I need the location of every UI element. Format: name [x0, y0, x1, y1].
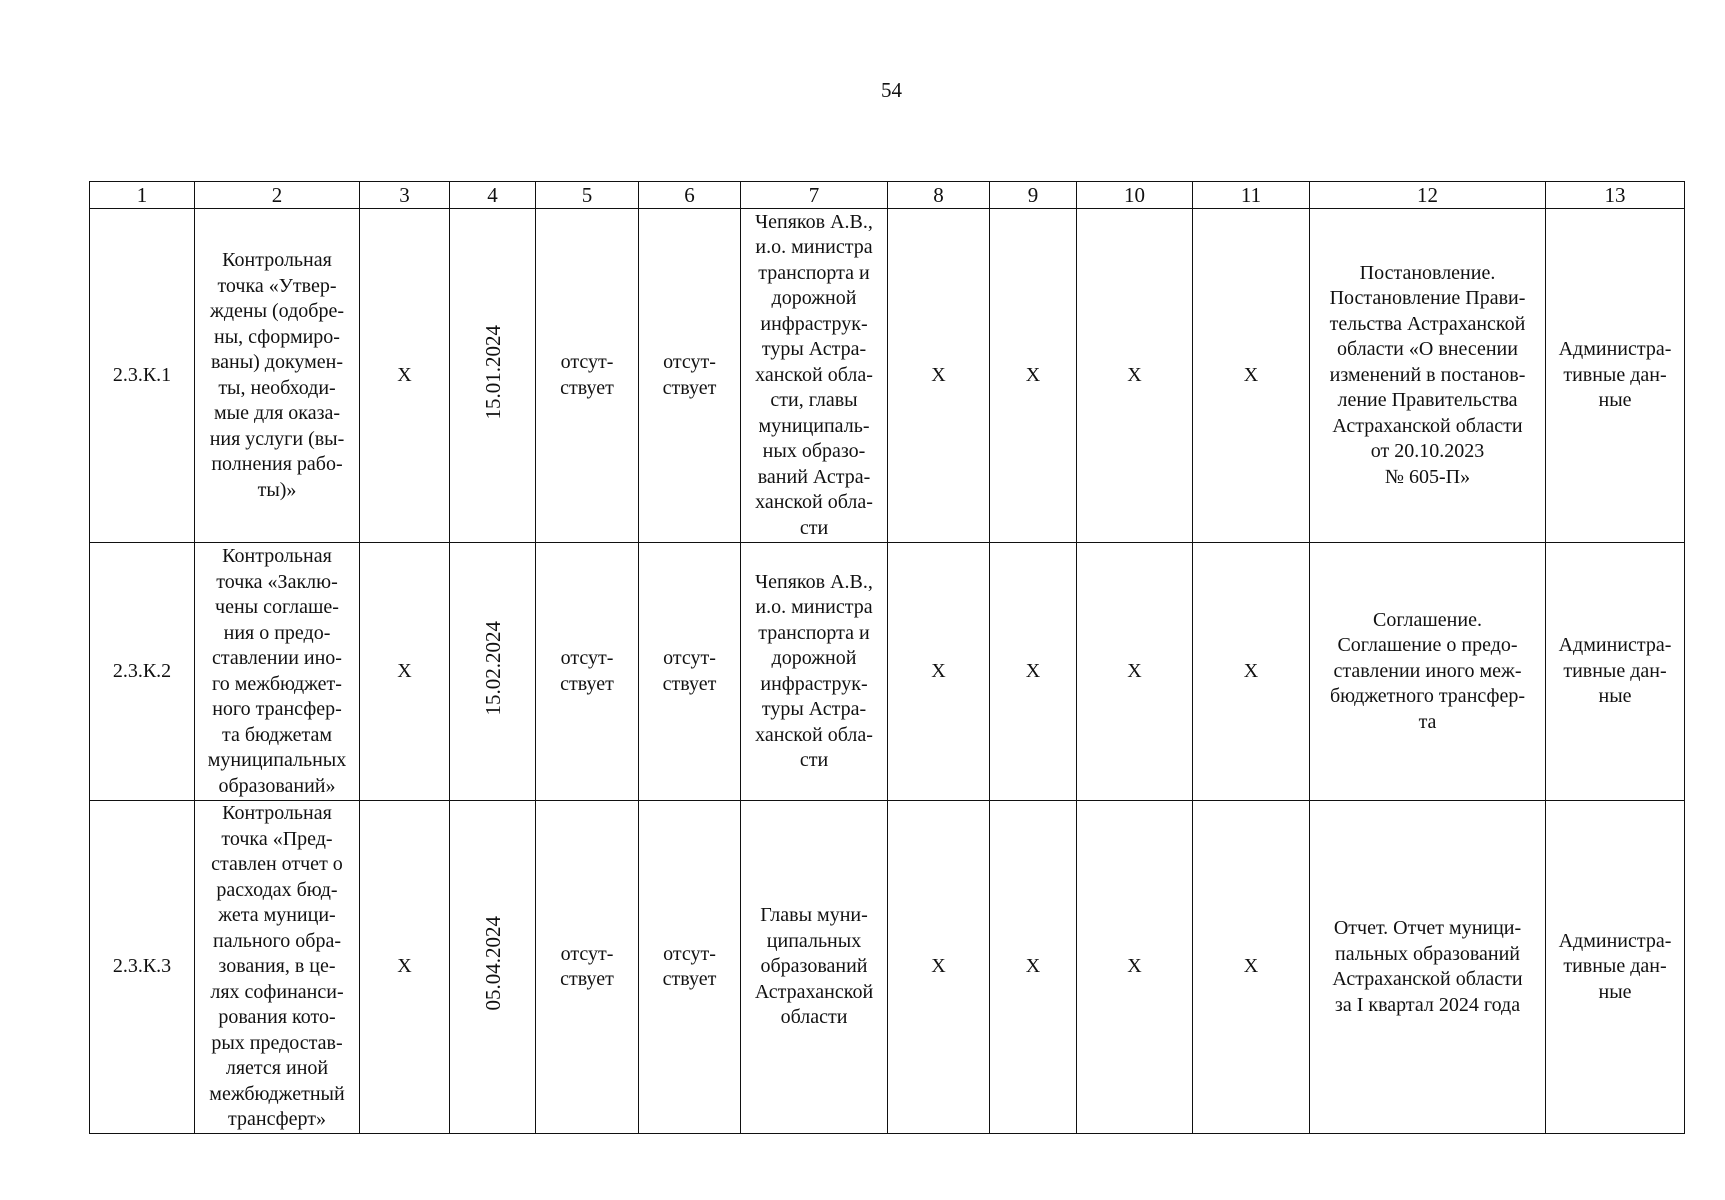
row-col10: X: [1077, 801, 1193, 1134]
row-date: 05.04.2024: [480, 916, 505, 1011]
header-cell: 6: [639, 182, 741, 209]
table-row: [90, 543, 1685, 801]
row-date-cell: [450, 209, 536, 543]
row-col11: X: [1193, 801, 1310, 1134]
row-col5: отсут- ствует: [536, 801, 639, 1134]
row-col10: X: [1077, 209, 1193, 543]
row-date-cell: [450, 801, 536, 1134]
row-document: Отчет. Отчет муници- пальных образований Астраханской области за I квартал 2024 года: [1310, 801, 1546, 1134]
row-col11: X: [1193, 543, 1310, 801]
header-cell: 12: [1310, 182, 1546, 209]
row-col8: X: [888, 801, 990, 1134]
row-col9: X: [990, 801, 1077, 1134]
row-col8: X: [888, 543, 990, 801]
row-responsible: Чепяков А.В., и.о. министра транспорта и дорожной инфраструк- туры Астра- ханской обла- сти, главы муниципаль- ных образо- ваний Астра- ханской обла- сти: [741, 209, 888, 543]
row-col10: X: [1077, 543, 1193, 801]
header-cell: 7: [741, 182, 888, 209]
row-name: Контрольная точка «Заклю- чены соглаше- ния о предо- ставлении ино- го межбюджет- ного трансфер- та бюджетам муниципальных образований»: [195, 543, 360, 801]
row-code: 2.3.К.2: [90, 543, 195, 801]
table-row: [90, 209, 1685, 543]
row-code: 2.3.К.3: [90, 801, 195, 1134]
page-number: 54: [881, 78, 902, 102]
row-col5: отсут- ствует: [536, 209, 639, 543]
header-cell: 5: [536, 182, 639, 209]
header-cell: 13: [1546, 182, 1685, 209]
row-date: 15.01.2024: [480, 324, 505, 419]
row-col3: X: [360, 543, 450, 801]
row-responsible: Главы муни- ципальных образований Астраханской области: [741, 801, 888, 1134]
row-source: Администра- тивные дан- ные: [1546, 543, 1685, 801]
row-document: Соглашение. Соглашение о предо- ставлении иного меж- бюджетного трансфер- та: [1310, 543, 1546, 801]
header-cell: 8: [888, 182, 990, 209]
row-responsible: Чепяков А.В., и.о. министра транспорта и дорожной инфраструк- туры Астра- ханской обла- сти: [741, 543, 888, 801]
row-document: Постановление. Постановление Прави- тельства Астраханской области «О внесении изменений в постанов- ление Правительства Астраханской области от 20.10.2023 № 605-П»: [1310, 209, 1546, 543]
row-col5: отсут- ствует: [536, 543, 639, 801]
row-source: Администра- тивные дан- ные: [1546, 801, 1685, 1134]
row-date-cell: [450, 543, 536, 801]
row-col6: отсут- ствует: [639, 209, 741, 543]
row-col9: X: [990, 543, 1077, 801]
control-points-table: [89, 181, 1685, 1134]
row-code: 2.3.К.1: [90, 209, 195, 543]
table-row: [90, 801, 1685, 1134]
row-col3: X: [360, 801, 450, 1134]
header-cell: 2: [195, 182, 360, 209]
header-row: [90, 182, 1685, 209]
row-col3: X: [360, 209, 450, 543]
row-date: 15.02.2024: [480, 620, 505, 715]
row-col11: X: [1193, 209, 1310, 543]
header-cell: 1: [90, 182, 195, 209]
header-cell: 11: [1193, 182, 1310, 209]
header-cell: 10: [1077, 182, 1193, 209]
header-cell: 9: [990, 182, 1077, 209]
row-col6: отсут- ствует: [639, 801, 741, 1134]
row-col8: X: [888, 209, 990, 543]
row-col6: отсут- ствует: [639, 543, 741, 801]
header-cell: 3: [360, 182, 450, 209]
row-source: Администра- тивные дан- ные: [1546, 209, 1685, 543]
row-name: Контрольная точка «Пред- ставлен отчет о расходах бюд- жета муници- пального обра- зования, в це- лях софинанси- рования кото- рых предостав- ляется иной межбюджетный трансферт»: [195, 801, 360, 1134]
row-col9: X: [990, 209, 1077, 543]
header-cell: 4: [450, 182, 536, 209]
row-name: Контрольная точка «Утвер- ждены (одобре- ны, сформиро- ваны) докумен- ты, необходи- мые для оказа- ния услуги (вы- полнения рабо- ты)»: [195, 209, 360, 543]
